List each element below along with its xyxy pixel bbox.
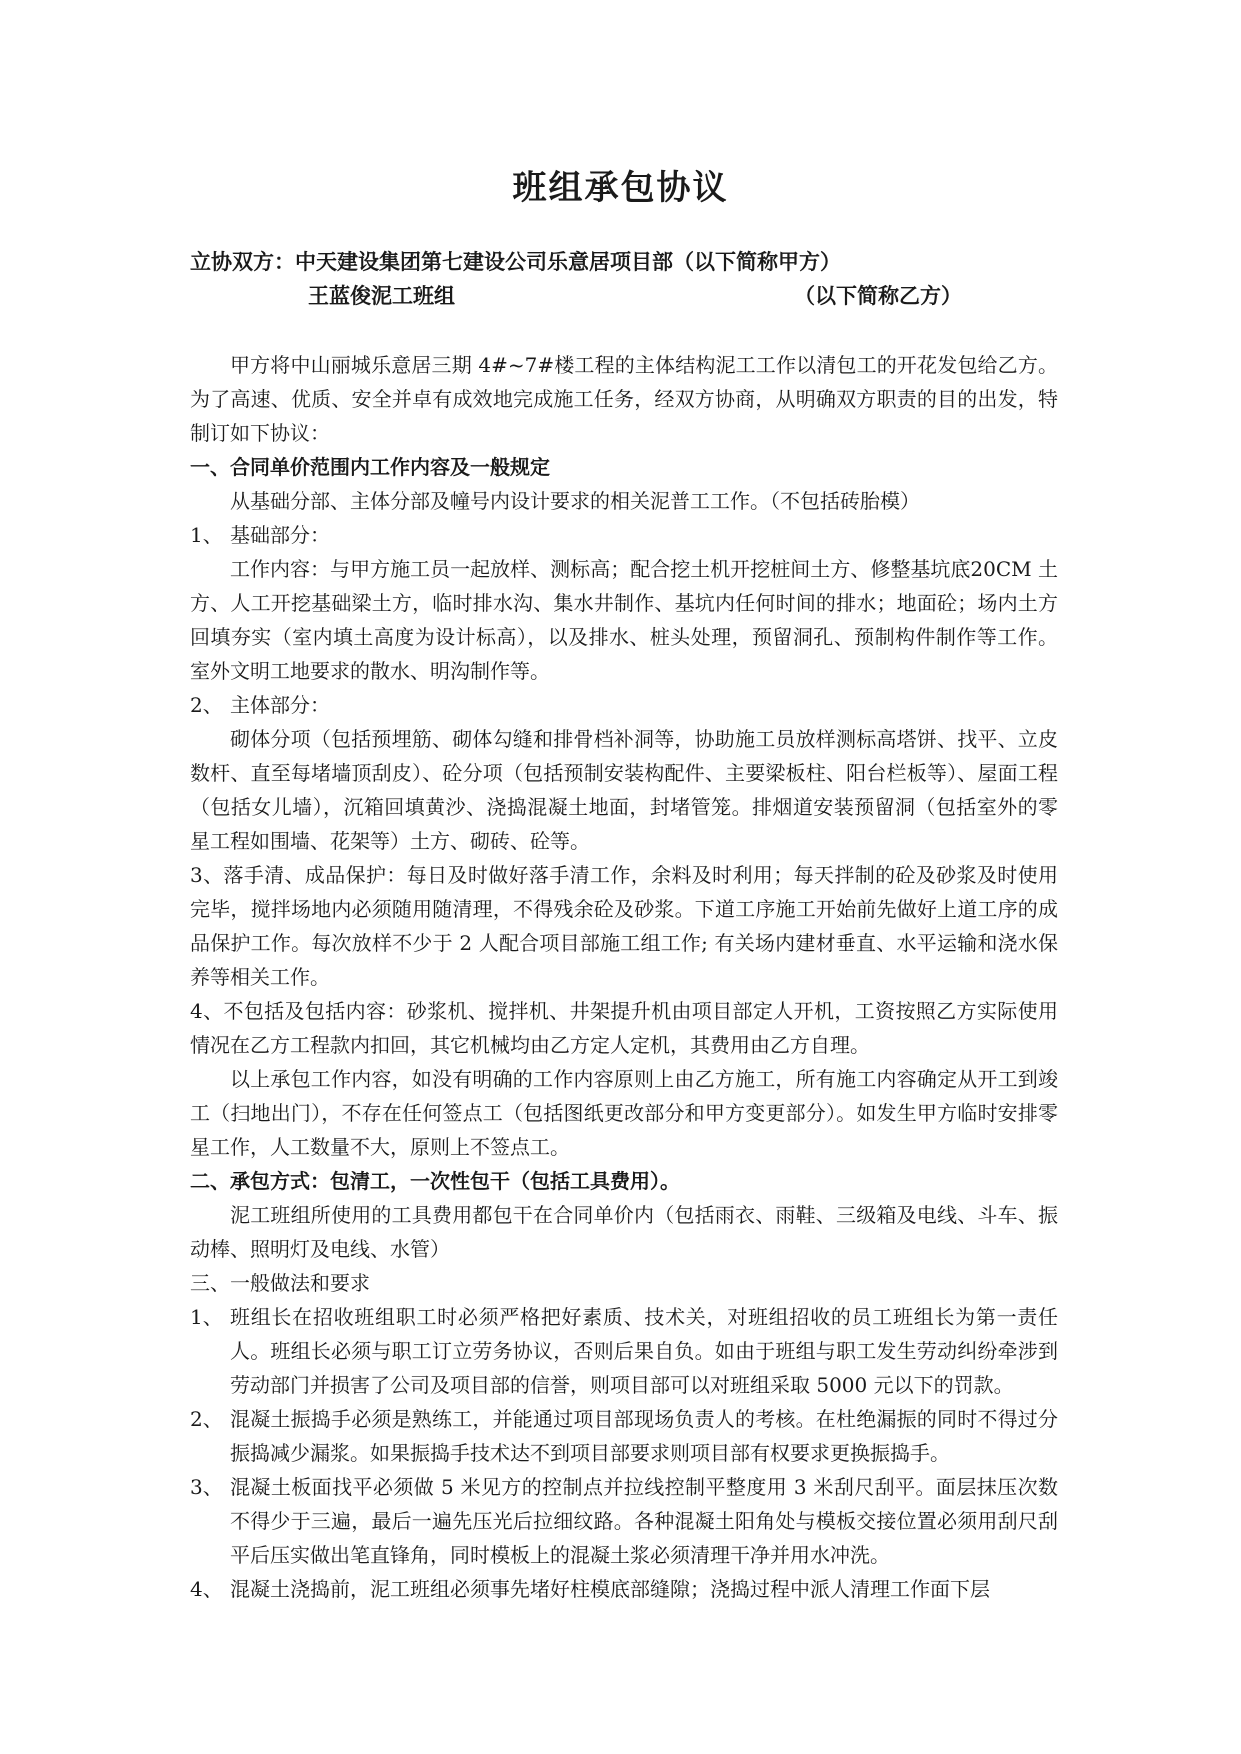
item-text: 混凝土浇捣前，泥工班组必须事先堵好柱模底部缝隙；浇捣过程中派人清理工作面下层	[230, 1577, 990, 1601]
section2-content: 泥工班组所使用的工具费用都包干在合同单价内（包括雨衣、雨鞋、三级箱及电线、斗车、振动棒、照明灯及电线、水管）	[190, 1203, 1058, 1261]
list-item	[190, 1470, 1058, 1572]
item-number: 2、	[190, 693, 223, 717]
section1-item2-content: 砌体分项（包括预埋筋、砌体勾缝和排骨档补洞等，协助施工员放样测标高塔饼、找平、立皮数杆、直至每堵墙顶刮皮）、砼分项（包括预制安装构配件、主要梁板柱、阳台栏板等）、屋面工程（包括女儿墙），沉箱回填黄沙、浇捣混凝土地面，封堵管笼。排烟道安装预留洞（包括室外的零星工程如围墙、花架等）土方、砌砖、砼等。	[190, 727, 1058, 853]
section2-heading: 二、承包方式：包清工，一次性包干（包括工具费用）。	[190, 1169, 680, 1193]
item-text: 混凝土板面找平必须做 5 米见方的控制点并拉线控制平整度用 3 米刮尺刮平。面层抹压次数不得少于三遍，最后一遍先压光后拉细纹路。各种混凝土阳角处与模板交接位置必须用刮尺刮平后压实做出笔直锋角，同时模板上的混凝土浆必须清理干净并用水冲洗。	[230, 1475, 1058, 1567]
item-title: 基础部分：	[230, 523, 330, 547]
parties-block	[190, 245, 1070, 313]
list-item	[190, 1402, 1058, 1470]
item-title: 主体部分：	[230, 693, 330, 717]
party-b-name: 王蓝俊泥工班组	[308, 284, 455, 308]
section1-heading: 一、合同单价范围内工作内容及一般规定	[190, 455, 550, 479]
document-title: 班组承包协议	[512, 168, 729, 208]
section3-heading: 三、一般做法和要求	[190, 1271, 370, 1295]
item-text: 班组长在招收班组职工时必须严格把好素质、技术关，对班组招收的员工班组长为第一责任人。班组长必须与职工订立劳务协议，否则后果自负。如由于班组与职工发生劳动纠纷牵涉到劳动部门并损害了公司及项目部的信誉，则项目部可以对班组采取 5000 元以下的罚款。	[230, 1305, 1058, 1397]
section1-item3: 3、落手清、成品保护：每日及时做好落手清工作，余料及时利用；每天拌制的砼及砂浆及时使用完毕，搅拌场地内必须随用随清理，不得残余砼及砂浆。下道工序施工开始前先做好上道工序的成品保护工作。每次放样不少于 2 人配合项目部施工组工作; 有关场内建材垂直、水平运输和浇水保养等相关工作。	[190, 863, 1058, 989]
party-b-line	[190, 279, 1070, 313]
item-number: 4、	[190, 1577, 223, 1601]
item-text: 混凝土振捣手必须是熟练工，并能通过项目部现场负责人的考核。在杜绝漏振的同时不得过分振捣减少漏浆。如果振捣手技术达不到项目部要求则项目部有权要求更换振捣手。	[230, 1407, 1058, 1465]
section1-item4: 4、不包括及包括内容：砂浆机、搅拌机、井架提升机由项目部定人开机，工资按照乙方实际使用情况在乙方工程款内扣回，其它机械均由乙方定人定机，其费用由乙方自理。	[190, 999, 1058, 1057]
section1-closing: 以上承包工作内容，如没有明确的工作内容原则上由乙方施工，所有施工内容确定从开工到竣工（扫地出门），不存在任何签点工（包括图纸更改部分和甲方变更部分）。如发生甲方临时安排零星工作，人工数量不大，原则上不签点工。	[190, 1067, 1058, 1159]
section1-item2-header	[190, 688, 1058, 722]
item-number: 3、	[190, 1475, 223, 1499]
item-number: 1、	[190, 1305, 223, 1329]
section1-scope: 从基础分部、主体分部及幢号内设计要求的相关泥普工工作。（不包括砖胎模）	[230, 489, 920, 513]
party-b-abbr: （以下简称乙方）	[794, 284, 962, 308]
section1-item1-header	[190, 518, 1058, 552]
party-a-line: 立协双方：中天建设集团第七建设公司乐意居项目部（以下简称甲方）	[190, 250, 841, 274]
item-number: 2、	[190, 1407, 223, 1431]
document-body	[190, 348, 1058, 1606]
list-item	[190, 1300, 1058, 1402]
item-number: 1、	[190, 523, 223, 547]
list-item	[190, 1572, 1058, 1606]
intro-paragraph: 甲方将中山丽城乐意居三期 4#~7#楼工程的主体结构泥工工作以清包工的开花发包给乙方。为了高速、优质、安全并卓有成效地完成施工任务，经双方协商，从明确双方职责的目的出发，特制订如下协议：	[190, 353, 1058, 445]
section1-item1-content: 工作内容：与甲方施工员一起放样、测标高；配合挖土机开挖桩间土方、修整基坑底20CM 土方、人工开挖基础梁土方，临时排水沟、集水井制作、基坑内任何时间的排水；地面砼；场内土方回填夯实（室内填土高度为设计标高），以及排水、桩头处理，预留洞孔、预制构件制作等工作。室外文明工地要求的散水、明沟制作等。	[190, 557, 1058, 683]
